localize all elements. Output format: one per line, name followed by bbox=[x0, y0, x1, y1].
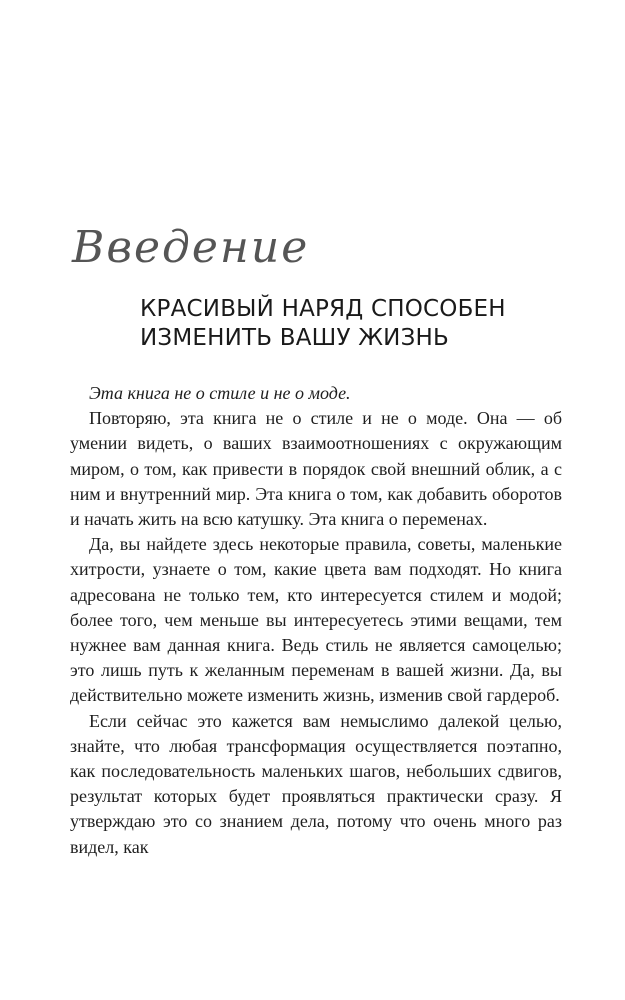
chapter-subtitle bbox=[140, 295, 560, 353]
paragraph-1: Повторяю, эта книга не о стиле и не о моде. Она — об умении видеть, о ваших взаимоотношениях с окружающим миром, о том, как привести в порядок свой внешний облик, а с ним и внутренний мир. Эта книга о том, как добавить оборотов и начать жить на всю катушку. Эта книга о переменах. bbox=[70, 408, 562, 530]
paragraph-2: Да, вы найдете здесь некоторые правила, советы, маленькие хитрости, узнаете о том, какие цвета вам подходят. Но книга адресована не только тем, кто интересуется стилем и модой; более того, чем меньше вы интересуетесь этими вещами, тем нужнее вам данная книга. Ведь стиль не является самоцелью; это лишь путь к желанным переменам в вашей жизни. Да, вы действительно можете изменить жизнь, изменив свой гардероб. bbox=[70, 534, 562, 706]
subtitle-line-2: ИЗМЕНИТЬ ВАШУ ЖИЗНЬ bbox=[140, 325, 449, 351]
paragraph-3: Если сейчас это кажется вам немыслимо далекой целью, знайте, что любая трансформация осуществляется поэтапно, как последовательность маленьких шагов, небольших сдвигов, результат которых будет проявляться практически сразу. Я утверждаю это со знанием дела, потому что очень много раз видел, как bbox=[70, 710, 562, 857]
chapter-title: Введение bbox=[72, 222, 310, 273]
subtitle-line-1: КРАСИВЫЙ НАРЯД СПОСОБЕН bbox=[140, 296, 506, 322]
body-text bbox=[70, 381, 562, 860]
epigraph: Эта книга не о стиле и не о моде. bbox=[89, 383, 351, 403]
